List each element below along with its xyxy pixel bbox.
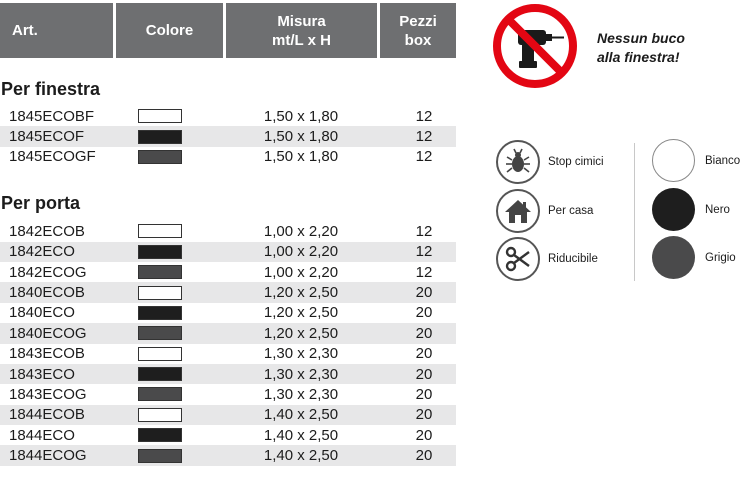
color-swatch: [138, 449, 182, 463]
table-row: [0, 425, 456, 445]
header-art: Art.: [0, 3, 113, 58]
divider: [634, 143, 635, 281]
cell-misura: 1,20 x 2,50: [263, 324, 339, 342]
cell-misura: 1,20 x 2,50: [263, 284, 339, 302]
header-misura: Misura mt/L x H: [226, 3, 377, 58]
cell-pezzi: 12: [415, 243, 433, 261]
cell-misura: 1,30 x 2,30: [263, 365, 339, 383]
color-swatch: [138, 224, 182, 238]
color-swatch: [138, 130, 182, 144]
color-swatch: [138, 367, 182, 381]
cell-colore: [138, 347, 210, 361]
table-row: [0, 364, 456, 384]
bug-icon: [496, 140, 540, 184]
cell-colore: [138, 367, 210, 381]
cell-pezzi: 12: [415, 128, 433, 146]
cell-misura: 1,50 x 1,80: [263, 128, 339, 146]
table-row: [0, 242, 456, 262]
cell-art: 1840ECOG: [9, 324, 87, 342]
cell-pezzi: 12: [415, 263, 433, 281]
table-row: [0, 221, 456, 241]
rows-porta: [0, 221, 456, 466]
cell-misura: 1,20 x 2,50: [263, 304, 339, 322]
cell-misura: 1,30 x 2,30: [263, 345, 339, 363]
cell-art: 1842ECOG: [9, 263, 87, 281]
color-swatch: [138, 109, 182, 123]
no-drill-icon: [492, 3, 578, 89]
table-row: [0, 262, 456, 282]
feature-label: Stop cimici: [548, 156, 604, 168]
cell-misura: 1,40 x 2,50: [263, 406, 339, 424]
cell-colore: [138, 265, 210, 279]
cell-art: 1842ECOB: [9, 222, 85, 240]
cell-colore: [138, 150, 210, 164]
cell-pezzi: 20: [415, 447, 433, 465]
no-drill-text: [597, 29, 747, 67]
cell-misura: 1,00 x 2,20: [263, 263, 339, 281]
feature-riducibile: [496, 237, 598, 281]
cell-art: 1843ECOB: [9, 345, 85, 363]
color-label: Bianco: [705, 154, 741, 167]
cell-art: 1842ECO: [9, 243, 75, 261]
color-swatch: [138, 428, 182, 442]
cell-pezzi: 20: [415, 406, 433, 424]
table-row: [0, 282, 456, 302]
cell-misura: 1,30 x 2,30: [263, 385, 339, 403]
color-swatch: [138, 326, 182, 340]
cell-pezzi: 12: [415, 148, 433, 166]
cell-colore: [138, 245, 210, 259]
product-table: [0, 3, 456, 466]
table-row: [0, 126, 456, 146]
cell-colore: [138, 130, 210, 144]
cell-colore: [138, 109, 210, 123]
cell-colore: [138, 224, 210, 238]
cell-art: 1843ECO: [9, 365, 75, 383]
cell-art: 1845ECOBF: [9, 107, 95, 125]
color-swatch: [138, 306, 182, 320]
table-row: [0, 344, 456, 364]
color-swatch: [138, 245, 182, 259]
table-row: [0, 445, 456, 465]
color-nero: [652, 188, 730, 231]
cell-misura: 1,00 x 2,20: [263, 222, 339, 240]
color-swatch: [138, 265, 182, 279]
cell-art: 1845ECOF: [9, 128, 85, 146]
table-row: [0, 405, 456, 425]
table-row: [0, 323, 456, 343]
cell-pezzi: 20: [415, 385, 433, 403]
cell-misura: 1,00 x 2,20: [263, 243, 339, 261]
header-colore: Colore: [116, 3, 223, 58]
color-label: Grigio: [705, 251, 736, 264]
table-row: [0, 384, 456, 404]
table-header: [0, 3, 456, 58]
cell-art: 1844ECOG: [9, 447, 87, 465]
color-label: Nero: [705, 203, 730, 216]
cell-art: 1845ECOGF: [9, 148, 96, 166]
cell-art: 1840ECOB: [9, 284, 85, 302]
cell-colore: [138, 286, 210, 300]
section-title-finestra: Per finestra: [1, 79, 101, 99]
color-dot: [652, 236, 695, 279]
table-row: [0, 106, 456, 126]
color-swatch: [138, 387, 182, 401]
cell-colore: [138, 387, 210, 401]
cell-art: 1844ECOB: [9, 406, 85, 424]
color-swatch: [138, 286, 182, 300]
feature-label: Per casa: [548, 205, 594, 217]
notice-line1: Nessun buco: [597, 30, 685, 46]
color-dot: [652, 139, 695, 182]
scissors-icon: [496, 237, 540, 281]
cell-colore: [138, 306, 210, 320]
cell-pezzi: 20: [415, 345, 433, 363]
cell-art: 1843ECOG: [9, 385, 87, 403]
cell-pezzi: 20: [415, 365, 433, 383]
cell-misura: 1,40 x 2,50: [263, 426, 339, 444]
cell-pezzi: 20: [415, 324, 433, 342]
cell-pezzi: 12: [415, 222, 433, 240]
color-swatch: [138, 347, 182, 361]
feature-per-casa: [496, 189, 593, 233]
notice-line2: alla finestra!: [597, 49, 680, 65]
color-swatch: [138, 150, 182, 164]
table-row: [0, 303, 456, 323]
color-dot: [652, 188, 695, 231]
house-icon: [496, 189, 540, 233]
cell-pezzi: 20: [415, 304, 433, 322]
cell-colore: [138, 428, 210, 442]
cell-pezzi: 20: [415, 426, 433, 444]
cell-pezzi: 20: [415, 284, 433, 302]
table-row: [0, 147, 456, 167]
cell-pezzi: 12: [415, 107, 433, 125]
header-pezzi: Pezzi box: [380, 3, 456, 58]
feature-label: Riducibile: [548, 253, 598, 265]
cell-misura: 1,50 x 1,80: [263, 107, 339, 125]
section-title-porta: Per porta: [1, 193, 81, 214]
color-swatch: [138, 408, 182, 422]
color-bianco: [652, 139, 740, 182]
cell-colore: [138, 449, 210, 463]
cell-colore: [138, 326, 210, 340]
cell-colore: [138, 408, 210, 422]
cell-misura: 1,50 x 1,80: [263, 148, 339, 166]
color-grigio: [652, 236, 736, 279]
cell-art: 1840ECO: [9, 304, 75, 322]
rows-finestra: [0, 106, 456, 167]
feature-stop-cimici: [496, 140, 604, 184]
cell-art: 1844ECO: [9, 426, 75, 444]
cell-misura: 1,40 x 2,50: [263, 447, 339, 465]
